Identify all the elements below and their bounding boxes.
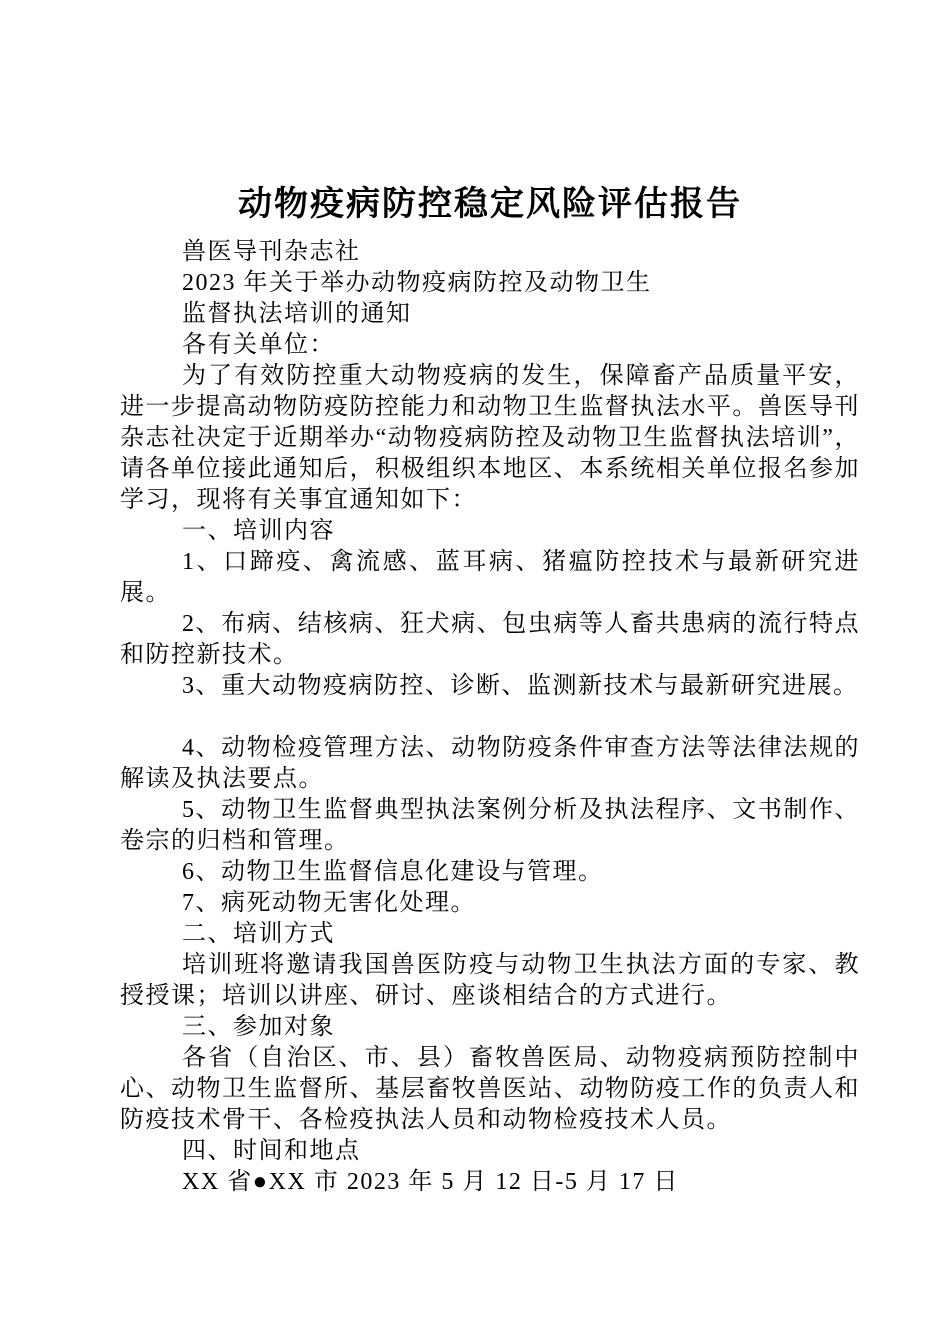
document-body bbox=[120, 237, 860, 1198]
document-title: 动物疫病防控稳定风险评估报告 bbox=[238, 186, 742, 223]
paragraph: 四、时间和地点 bbox=[182, 1138, 361, 1164]
paragraph: 三、参加对象 bbox=[182, 1014, 335, 1040]
paragraph: 为了有效防控重大动物疫病的发生，保障畜产品质量平安，进一步提高动物防疫防控能力和动物卫生监督执法水平。兽医导刊杂志社决定于近期举办“动物疫病防控及动物卫生监督执法培训”，请各单位接此通知后，积极组织本地区、本系统相关单位报名参加学习，现将有关事宜通知如下： bbox=[120, 363, 860, 513]
paragraph: 1、口蹄疫、禽流感、蓝耳病、猪瘟防控技术与最新研究进展。 bbox=[120, 549, 860, 606]
paragraph: 兽医导刊杂志社 bbox=[182, 239, 361, 265]
paragraph: 各有关单位： bbox=[182, 332, 335, 358]
paragraph: 二、培训方式 bbox=[182, 921, 335, 947]
paragraph: 6、动物卫生监督信息化建设与管理。 bbox=[182, 859, 604, 885]
paragraph: 培训班将邀请我国兽医防疫与动物卫生执法方面的专家、教授授课；培训以讲座、研讨、座谈相结合的方式进行。 bbox=[120, 952, 860, 1009]
paragraph: 2023 年关于举办动物疫病防控及动物卫生 bbox=[182, 270, 652, 296]
paragraph: XX 省●XX 市 2023 年 5 月 12 日-5 月 17 日 bbox=[182, 1169, 679, 1195]
paragraph bbox=[120, 702, 860, 733]
paragraph: 5、动物卫生监督典型执法案例分析及执法程序、文书制作、卷宗的归档和管理。 bbox=[120, 797, 860, 854]
paragraph: 7、病死动物无害化处理。 bbox=[182, 890, 476, 916]
paragraph: 监督执法培训的通知 bbox=[182, 301, 412, 327]
paragraph: 一、培训内容 bbox=[182, 518, 335, 544]
paragraph: 各省（自治区、市、县）畜牧兽医局、动物疫病预防控制中心、动物卫生监督所、基层畜牧兽医站、动物防疫工作的负责人和防疫技术骨干、各检疫执法人员和动物检疫技术人员。 bbox=[120, 1045, 860, 1133]
paragraph: 3、重大动物疫病防控、诊断、监测新技术与最新研究进展。 bbox=[182, 673, 859, 699]
paragraph: 4、动物检疫管理方法、动物防疫条件审查方法等法律法规的解读及执法要点。 bbox=[120, 735, 860, 792]
paragraph: 2、布病、结核病、狂犬病、包虫病等人畜共患病的流行特点和防控新技术。 bbox=[120, 611, 860, 668]
